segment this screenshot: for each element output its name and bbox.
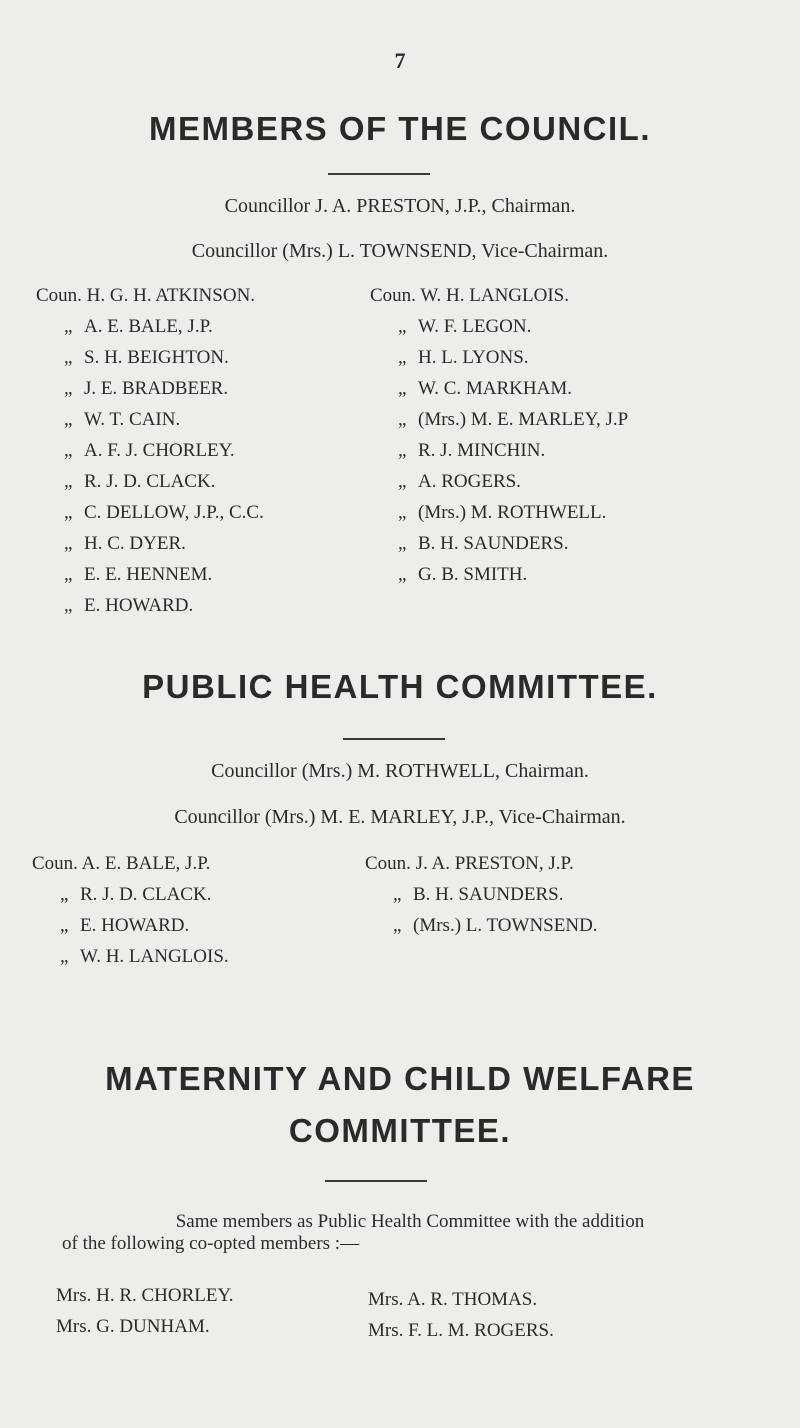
list-item: „ E. E. HENNEM. (36, 559, 264, 590)
ditto-mark: „ (393, 884, 402, 905)
ditto-mark: „ (64, 533, 73, 554)
maternity-heading: MATERNITY AND CHILD WELFARE (105, 1060, 695, 1097)
list-item: Coun. H. G. H. ATKINSON. (36, 285, 256, 306)
list-item: „ E. HOWARD. (36, 590, 264, 621)
maternity-note-line2: of the following co-opted members :— (62, 1233, 360, 1254)
list-item: „ H. L. LYONS. (370, 342, 628, 373)
public-health-divider (343, 738, 445, 740)
ditto-mark: „ (398, 378, 407, 399)
maternity-left-column (56, 1280, 234, 1342)
maternity-divider (325, 1180, 427, 1182)
list-item: „ S. H. BEIGHTON. (36, 342, 264, 373)
list-item: „ A. F. J. CHORLEY. (36, 435, 264, 466)
list-item: „ W. H. LANGLOIS. (32, 941, 229, 972)
list-item: „ A. E. BALE, J.P. (36, 311, 264, 342)
ditto-mark: „ (64, 378, 73, 399)
list-item: Coun. J. A. PRESTON, J.P. (365, 853, 574, 874)
ditto-mark: „ (398, 409, 407, 430)
members-vice-chairman: Councillor (Mrs.) L. TOWNSEND, Vice-Chairman. (191, 240, 609, 262)
ditto-mark: „ (398, 533, 407, 554)
public-health-heading: PUBLIC HEALTH COMMITTEE. (142, 668, 658, 705)
ditto-mark: „ (64, 440, 73, 461)
list-item: „ B. H. SAUNDERS. (365, 879, 598, 910)
list-item: „ A. ROGERS. (370, 466, 628, 497)
ditto-mark: „ (398, 316, 407, 337)
list-item: „ E. HOWARD. (32, 910, 229, 941)
page-number: 7 (394, 48, 406, 73)
list-item: „ W. F. LEGON. (370, 311, 628, 342)
list-item: „ (Mrs.) L. TOWNSEND. (365, 910, 598, 941)
list-item: „ R. J. MINCHIN. (370, 435, 628, 466)
list-item: „ H. C. DYER. (36, 528, 264, 559)
ditto-mark: „ (398, 502, 407, 523)
members-right-column (370, 280, 628, 590)
list-item: „ G. B. SMITH. (370, 559, 628, 590)
list-item: „ (Mrs.) M. E. MARLEY, J.P (370, 404, 628, 435)
ditto-mark: „ (64, 471, 73, 492)
members-divider (328, 173, 430, 175)
list-item: Mrs. G. DUNHAM. (56, 1316, 210, 1337)
ditto-mark: „ (64, 564, 73, 585)
public-health-chairman: Councillor (Mrs.) M. ROTHWELL, Chairman. (211, 760, 589, 782)
ditto-mark: „ (398, 440, 407, 461)
public-health-vice-chairman: Councillor (Mrs.) M. E. MARLEY, J.P., Vice-Chairman. (174, 806, 626, 828)
members-chairman: Councillor J. A. PRESTON, J.P., Chairman. (224, 195, 576, 217)
members-heading: MEMBERS OF THE COUNCIL. (149, 110, 651, 147)
list-item: Coun. A. E. BALE, J.P. (32, 853, 211, 874)
list-item: „ C. DELLOW, J.P., C.C. (36, 497, 264, 528)
members-left-column (36, 280, 264, 621)
list-item: „ W. T. CAIN. (36, 404, 264, 435)
ditto-mark: „ (64, 595, 73, 616)
list-item: „ R. J. D. CLACK. (36, 466, 264, 497)
ditto-mark: „ (64, 347, 73, 368)
ditto-mark: „ (398, 347, 407, 368)
maternity-right-column (368, 1284, 554, 1346)
ditto-mark: „ (64, 502, 73, 523)
ditto-mark: „ (398, 471, 407, 492)
ditto-mark: „ (60, 915, 69, 936)
list-item: „ J. E. BRADBEER. (36, 373, 264, 404)
list-item: Mrs. A. R. THOMAS. (368, 1289, 538, 1310)
ditto-mark: „ (398, 564, 407, 585)
ditto-mark: „ (64, 409, 73, 430)
list-item: „ W. C. MARKHAM. (370, 373, 628, 404)
ditto-mark: „ (60, 884, 69, 905)
maternity-note-line1: Same members as Public Health Committee with the addition (175, 1211, 645, 1232)
ditto-mark: „ (64, 316, 73, 337)
list-item: „ B. H. SAUNDERS. (370, 528, 628, 559)
list-item: Coun. W. H. LANGLOIS. (370, 285, 569, 306)
maternity-heading-line2: COMMITTEE. (288, 1112, 512, 1149)
list-item: Mrs. H. R. CHORLEY. (56, 1285, 234, 1306)
ditto-mark: „ (393, 915, 402, 936)
list-item: Mrs. F. L. M. ROGERS. (368, 1320, 554, 1341)
list-item: „ (Mrs.) M. ROTHWELL. (370, 497, 628, 528)
public-health-left-column (32, 848, 229, 972)
ditto-mark: „ (60, 946, 69, 967)
public-health-right-column (365, 848, 598, 941)
list-item: „ R. J. D. CLACK. (32, 879, 229, 910)
